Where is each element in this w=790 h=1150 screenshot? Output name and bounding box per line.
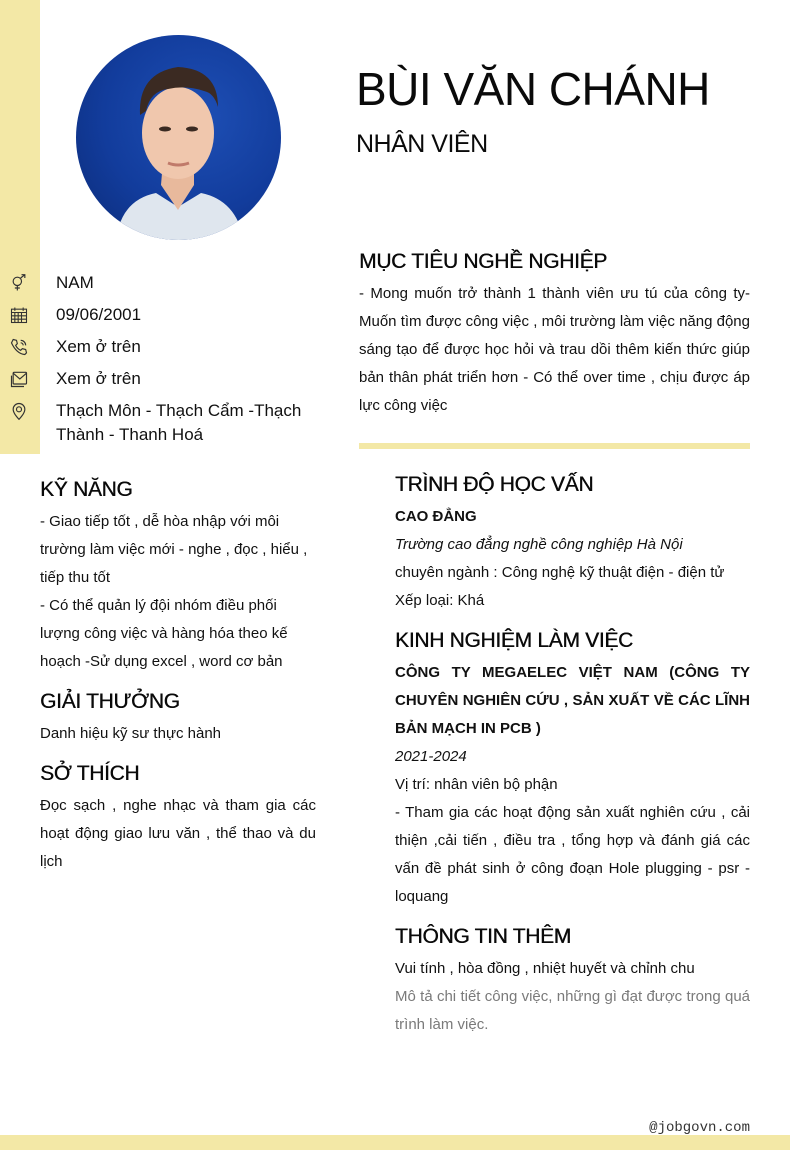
job-description: - Tham gia các hoạt động sản xuất nghiên cứu , cải thiện ,cải tiến , điều tra , tổng hợp và đánh giá các vấn đề phát sinh ở công đoạn Hole plugging - psr - loquang xyxy=(395,804,750,905)
additional-text: Vui tính , hòa đồng , nhiệt huyết và chỉnh chu xyxy=(395,960,695,977)
experience-section xyxy=(395,629,750,911)
phone-icon xyxy=(8,336,30,358)
section-divider xyxy=(359,443,750,449)
right-column xyxy=(395,473,750,1053)
contact-info xyxy=(0,268,330,452)
gender-value: NAM xyxy=(56,273,94,292)
career-objective-section xyxy=(359,250,750,420)
position: Vị trí: nhân viên bộ phận xyxy=(395,776,558,793)
section-title: TRÌNH ĐỘ HỌC VẤN xyxy=(395,473,594,496)
school-name: Trường cao đẳng nghề công nghiệp Hà Nội xyxy=(395,536,683,553)
company-name: CÔNG TY MEGAELEC VIỆT NAM (CÔNG TY CHUYÊN NGHIÊN CỨU , SẢN XUẤT VỀ CÁC LĨNH BẢN MẠCH IN PCB ) xyxy=(395,664,750,737)
skills-section xyxy=(40,478,316,676)
section-title: SỞ THÍCH xyxy=(40,762,140,785)
work-period: 2021-2024 xyxy=(395,748,467,765)
contact-birthday xyxy=(0,300,330,332)
grade: Xếp loại: Khá xyxy=(395,592,485,609)
section-title: GIẢI THƯỞNG xyxy=(40,690,180,713)
watermark: @jobgovn.com xyxy=(649,1120,750,1136)
mail-icon xyxy=(8,368,30,390)
contact-email xyxy=(0,364,330,396)
footer-accent-bar xyxy=(0,1135,790,1150)
awards-section xyxy=(40,690,316,748)
additional-placeholder: Mô tả chi tiết công việc, những gì đạt được trong quá trình làm việc. xyxy=(395,988,750,1033)
email-value: Xem ở trên xyxy=(56,369,141,388)
section-title: MỤC TIÊU NGHỀ NGHIỆP xyxy=(359,250,607,273)
birthday-value: 09/06/2001 xyxy=(56,305,142,324)
education-section xyxy=(395,473,750,615)
objective-text: - Mong muốn trở thành 1 thành viên ưu tú của công ty- Muốn tìm được công việc , môi trường làm việc năng động sáng tạo để được học hỏi và trau dồi thêm kiến thức giúp bản thân phát triển hơn - Có thể over time , chịu được áp lực công việc xyxy=(359,285,750,414)
contact-phone xyxy=(0,332,330,364)
additional-info-section xyxy=(395,925,750,1039)
degree: CAO ĐẲNG xyxy=(395,508,477,525)
gender-icon xyxy=(8,272,30,294)
skill-item: - Có thể quản lý đội nhóm điều phối lượng công việc và hàng hóa theo kế hoạch -Sử dụng excel , word cơ bản xyxy=(40,597,288,670)
section-title: KINH NGHIỆM LÀM VIỆC xyxy=(395,629,633,652)
contact-gender xyxy=(0,268,330,300)
calendar-icon xyxy=(8,304,30,326)
profile-photo-icon xyxy=(76,35,281,240)
section-title: KỸ NĂNG xyxy=(40,478,133,501)
job-title: NHÂN VIÊN xyxy=(356,130,488,158)
contact-address xyxy=(0,396,330,452)
hobbies-section xyxy=(40,762,316,876)
skill-item: - Giao tiếp tốt , dễ hòa nhập với môi trường làm việc mới - nghe , đọc , hiểu , tiếp thu tốt xyxy=(40,513,308,586)
hobbies-text: Đọc sạch , nghe nhạc và tham gia các hoạt động giao lưu văn , thể thao và du lịch xyxy=(40,797,316,870)
award-item: Danh hiệu kỹ sư thực hành xyxy=(40,725,222,742)
left-column xyxy=(40,478,316,890)
phone-value: Xem ở trên xyxy=(56,337,141,356)
address-value: Thạch Môn - Thạch Cẩm -Thạch Thành - Thanh Hoá xyxy=(56,401,302,444)
candidate-name: BÙI VĂN CHÁNH xyxy=(356,63,710,115)
major: chuyên ngành : Công nghệ kỹ thuật điện - điện tử xyxy=(395,564,725,581)
location-icon xyxy=(8,400,30,422)
avatar xyxy=(76,35,281,240)
section-title: THÔNG TIN THÊM xyxy=(395,925,571,948)
